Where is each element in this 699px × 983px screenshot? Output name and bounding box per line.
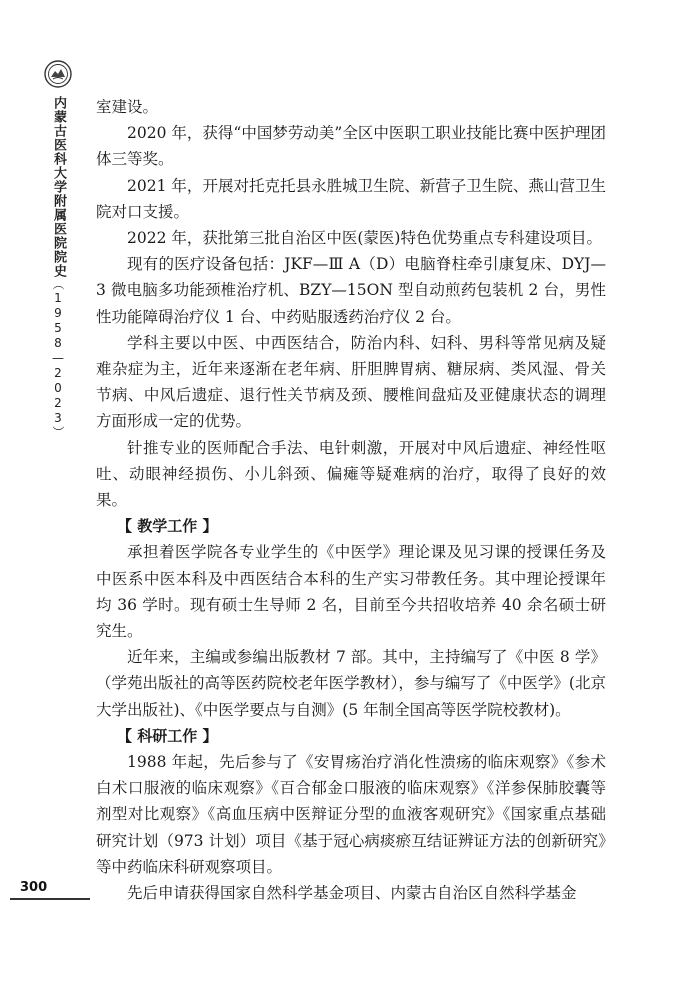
section-heading: 【 教学工作 】 <box>117 517 218 536</box>
paragraph: 承担着医学院各专业学生的《中医学》理论课及见习课的授课任务及中医系中医本科及中西医结合本科的生产实习带教任务。其中理论授课年均 36 学时。现有硕士生导师 2 名，目前至今共招收培养 40 余名硕士研究生。 <box>96 543 606 641</box>
section-heading: 【 科研工作 】 <box>117 726 218 745</box>
page-spine <box>0 0 95 983</box>
book-title-text: 内蒙古医科大学附属医院院史 <box>51 96 66 278</box>
page-number-text: 300 <box>20 880 48 895</box>
paragraph: 2020 年，获得“中国梦劳动美”全区中医职工职业技能比赛中医护理团体三等奖。 <box>96 124 606 169</box>
paragraph: 室建设。 <box>96 98 159 116</box>
paragraph: 近年来，主编或参编出版教材 7 部。其中，主持编写了《中医 8 学》（学苑出版社的高等医药院校老年医学教材），参与编写了《中医学》(北京大学出版社)、《中医学要点与自测》(5 年制全国高等医学院校教材)。 <box>96 648 606 719</box>
paragraph: 2021 年，开展对托克托县永胜城卫生院、新营子卫生院、燕山营卫生院对口支援。 <box>96 176 606 221</box>
page-number <box>10 876 80 902</box>
book-title <box>48 96 68 439</box>
paragraph: 现有的医疗设备包括：JKF—Ⅲ A（D）电脑脊柱牵引康复床、DYJ—3 微电脑多功能颈椎治疗机、BZY—15ON 型自动煎药包装机 2 台，男性性功能障碍治疗仪 1 台、中药贴服透药治疗仪 2 台。 <box>96 255 606 326</box>
paragraph: 1988 年起，先后参与了《安胃疡治疗消化性溃疡的临床观察》《参术白术口服液的临床观察》《百合郁金口服液的临床观察》《洋参保肺胶囊等剂型对比观察》《高血压病中医辩证分型的血液客观研究》《国家重点基础研究计划（973 计划）项目《基于冠心病痰瘀互结证辨证方法的创新研究》等中药临床科研观察项目。 <box>96 753 606 876</box>
paragraph: 学科主要以中医、中西医结合，防治内科、妇科、男科等常见病及疑难杂症为主，近年来逐渐在老年病、肝胆脾胃病、糖尿病、类风湿、骨关节病、中风后遗症、退行性关节病及颈、腰椎间盘疝及亚健康状态的调理方面形成一定的优势。 <box>96 333 606 431</box>
paragraph: 先后申请获得国家自然科学基金项目、内蒙古自治区自然科学基金 <box>127 884 577 903</box>
paragraph: 针推专业的医师配合手法、电针刺激，开展对中风后遗症、神经性呕吐、动眼神经损伤、小儿斜颈、偏瘫等疑难病的治疗，取得了良好的效果。 <box>96 438 606 510</box>
university-seal-icon <box>44 60 72 88</box>
book-title-years: （1958—2023） <box>51 278 65 439</box>
paragraph: 2022 年，获批第三批自治区中医(蒙医)特色优势重点专科建设项目。 <box>127 229 602 248</box>
body-text <box>96 94 606 906</box>
page-number-rule <box>10 898 90 900</box>
